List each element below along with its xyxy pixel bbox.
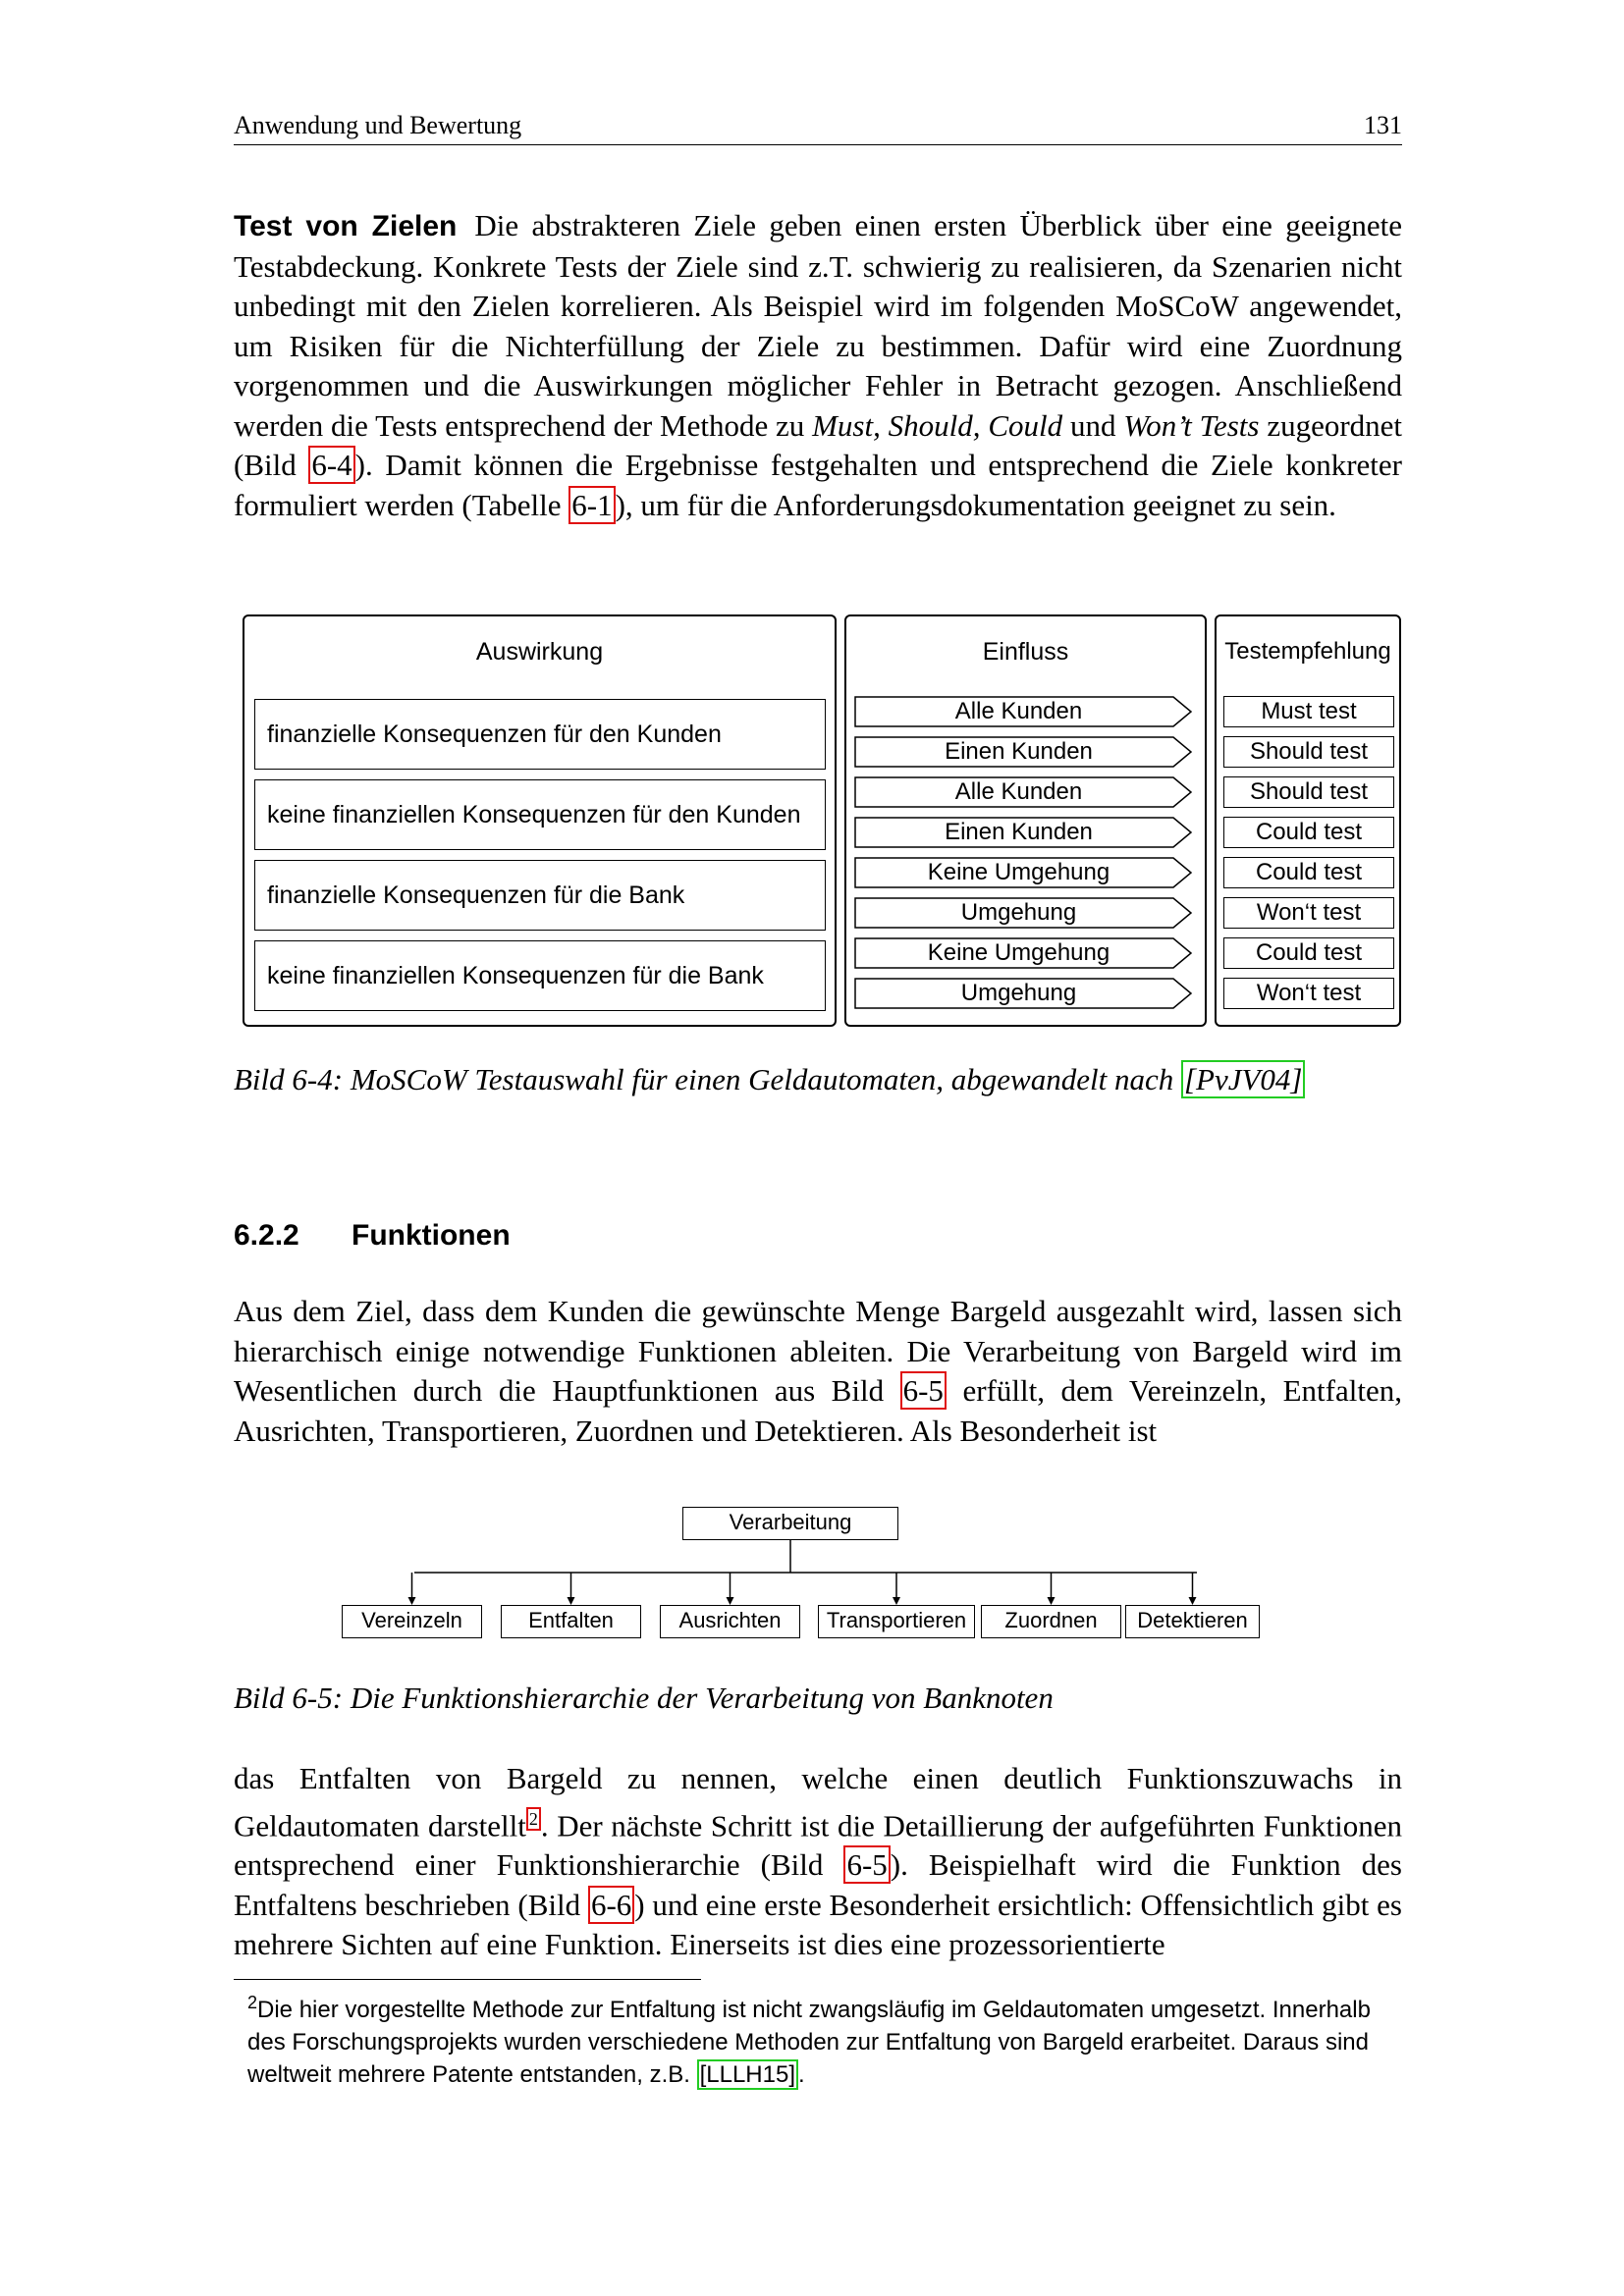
figure-link[interactable]: 6-6 <box>588 1886 634 1924</box>
recommendation-box: Should test <box>1223 776 1394 808</box>
recommendation-box: Could test <box>1223 857 1394 888</box>
footnote-mark: 2 <box>247 1993 258 2012</box>
impact-box: keine finanziellen Konsequenzen für den Kunden <box>254 779 826 850</box>
function-hierarchy-figure <box>342 1502 1265 1649</box>
influence-label: Alle Kunden <box>954 778 1083 805</box>
footnote-divider <box>234 1979 701 1980</box>
influence-arrow <box>854 736 1193 768</box>
recommendation-box: Won‘t test <box>1223 978 1394 1009</box>
recommendation-box: Could test <box>1223 937 1394 969</box>
figure-link[interactable]: 6-5 <box>843 1845 890 1884</box>
text-run: das Entfalten von Bargeld zu nennen, welche einen deutlich Funktionszuwachs in Geldautomaten darstellt <box>234 1761 1402 1842</box>
connector-arrowhead <box>1189 1597 1197 1605</box>
paragraph-entfalten <box>234 1759 1402 1965</box>
connector-arrowhead <box>727 1597 734 1605</box>
figure-caption-6-5 <box>234 1681 1402 1716</box>
hierarchy-child: Transportieren <box>818 1605 975 1638</box>
impact-box: finanzielle Konsequenzen für den Kunden <box>254 699 826 770</box>
section-title: Funktionen <box>352 1219 511 1252</box>
caption-label: Bild 6-5 <box>234 1681 333 1715</box>
hierarchy-child: Entfalten <box>501 1605 641 1638</box>
text-run: Die abstrakteren Ziele geben einen ersten Überblick über eine geeignete Testabdeckung. Konkrete Tests der Ziele sind z.T. schwierig zu realisieren, da Szenarien nicht unbedingt mit den Zielen korrelieren. Als Beispiel wird im folgenden MoSCoW angewendet, um Risiken für die Nichterfüllung der Ziele zu bestimmen. Dafür wird eine Zuordnung vorgenommen und die Auswirkungen möglicher Fehler in Betracht gezogen. Anschließend werden die Tests entsprechend der Methode zu <box>234 208 1403 443</box>
connector-arrowhead <box>408 1597 416 1605</box>
hierarchy-child: Detektieren <box>1125 1605 1260 1638</box>
text-run: erfüllt, dem Vereinzeln, Entfalten, Ausrichten, Transportieren, Zuordnen und Detektieren. Als Besonderheit ist <box>234 1373 1402 1448</box>
section-number: 6.2.2 <box>234 1219 299 1252</box>
influence-label: Einen Kunden <box>945 738 1093 765</box>
recommendation-panel <box>1215 614 1401 1027</box>
influence-title: Einfluss <box>982 638 1069 666</box>
footnote-text: Die hier vorgestellte Methode zur Entfaltung ist nicht zwangsläufig im Geldautomaten umgesetzt. Innerhalb des Forschungsprojekts wurden verschiedene Methoden zur Entfaltung von Bargeld erarbeitet. Daraus sind weltweit mehrere Patente entstanden, z.B. <box>247 1997 1371 2088</box>
influence-label: Umgehung <box>960 899 1077 926</box>
italic-run: Won’t Tests <box>1123 407 1260 443</box>
impact-box: finanzielle Konsequenzen für die Bank <box>254 860 826 931</box>
caption-text: : Die Funktionshierarchie der Verarbeitung von Banknoten <box>332 1681 1054 1715</box>
header-title: Anwendung und Bewertung <box>234 111 522 139</box>
influence-arrow <box>854 817 1193 848</box>
text-run: ). Beispielhaft wird die Funktion des Entfaltens beschrieben (Bild <box>234 1847 1402 1922</box>
figure-caption-6-4 <box>234 1062 1402 1097</box>
recommendation-box: Could test <box>1223 817 1394 848</box>
italic-run: Must, Should, Could <box>812 407 1063 443</box>
impact-box: keine finanziellen Konsequenzen für die Bank <box>254 940 826 1011</box>
table-link[interactable]: 6-1 <box>568 486 615 524</box>
paragraph-funktionen <box>234 1292 1402 1451</box>
influence-arrow <box>854 857 1193 888</box>
connector-arrowhead <box>1048 1597 1056 1605</box>
page-number: 131 <box>1364 111 1402 139</box>
caption-label: Bild 6-4 <box>234 1062 333 1096</box>
influence-arrow <box>854 937 1193 969</box>
influence-arrow <box>854 776 1193 808</box>
running-header <box>234 110 1402 145</box>
footnote-text: . <box>798 2061 805 2088</box>
connector-arrowhead <box>893 1597 900 1605</box>
recommendation-title: Testempfehlung <box>1224 638 1391 665</box>
influence-label: Keine Umgehung <box>927 939 1110 966</box>
paragraph-test-von-zielen <box>234 206 1402 525</box>
hierarchy-child: Ausrichten <box>660 1605 800 1638</box>
citation-link[interactable]: [PvJV04] <box>1181 1060 1306 1098</box>
citation-link[interactable]: [LLLH15] <box>697 2059 798 2090</box>
text-run: ) und eine erste Besonderheit ersichtlich: Offensichtlich gibt es mehrere Sichten auf eine Funktion. Einerseits ist dies eine prozessorientierte <box>234 1887 1402 1962</box>
figure-link[interactable]: 6-4 <box>308 446 354 484</box>
influence-arrow <box>854 696 1193 727</box>
influence-panel <box>844 614 1207 1027</box>
influence-arrow <box>854 978 1193 1009</box>
figure-link[interactable]: 6-5 <box>900 1371 947 1410</box>
recommendation-box: Must test <box>1223 696 1394 727</box>
hierarchy-root: Verarbeitung <box>682 1507 898 1540</box>
influence-label: Keine Umgehung <box>927 859 1110 885</box>
recommendation-box: Won‘t test <box>1223 897 1394 929</box>
influence-label: Umgehung <box>960 980 1077 1006</box>
text-run: ). Damit können die Ergebnisse festgehalten und entsprechend die Ziele konkreter formuliert werden (Tabelle <box>234 448 1403 522</box>
influence-label: Alle Kunden <box>954 698 1083 724</box>
footnote <box>247 1987 1402 2091</box>
recommendation-box: Should test <box>1223 736 1394 768</box>
hierarchy-child: Zuordnen <box>981 1605 1121 1638</box>
connector-arrowhead <box>568 1597 575 1605</box>
impact-title: Auswirkung <box>475 638 604 666</box>
text-run: . Der nächste Schritt ist die Detaillierung der aufgeführten Funktionen entsprechend einer Funktionshierarchie (Bild <box>234 1807 1403 1883</box>
section-heading <box>234 1219 511 1253</box>
influence-arrow <box>854 897 1193 929</box>
text-run: zugeordnet (Bild <box>234 407 1403 482</box>
text-run: Aus dem Ziel, dass dem Kunden die gewünschte Menge Bargeld ausgezahlt wird, lassen sich hierarchisch einige notwendige Funktionen ableiten. Die Verarbeitung von Bargeld wird im Wesentlichen durch die Hauptfunktionen aus Bild <box>234 1294 1402 1408</box>
text-run: ), um für die Anforderungsdokumentation geeignet zu sein. <box>615 487 1336 522</box>
moscow-figure <box>243 614 1397 1027</box>
paragraph-heading: Test von Zielen <box>234 210 458 242</box>
caption-text: : MoSCoW Testauswahl für einen Geldautomaten, abgewandelt nach <box>332 1062 1181 1096</box>
footnote-link[interactable]: 2 <box>526 1807 541 1831</box>
influence-label: Einen Kunden <box>945 819 1093 845</box>
text-run: und <box>1062 407 1124 443</box>
hierarchy-child: Vereinzeln <box>342 1605 482 1638</box>
impact-panel <box>243 614 837 1027</box>
